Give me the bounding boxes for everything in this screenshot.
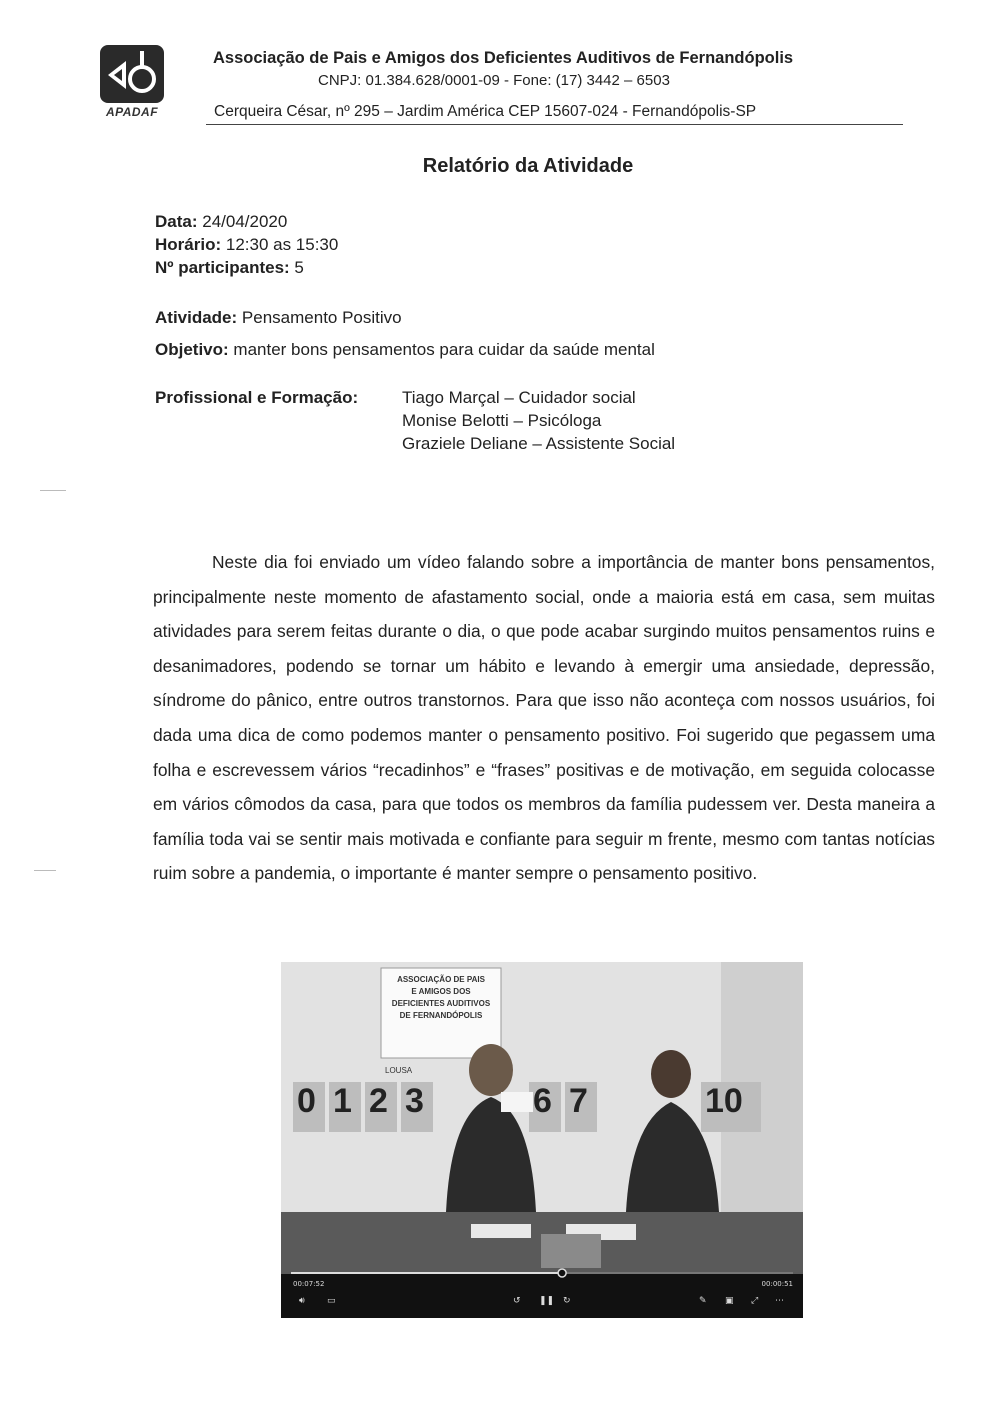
time-value: 12:30 as 15:30 xyxy=(225,235,339,254)
ear-logo-icon xyxy=(100,45,164,103)
report-title: Relatório da Atividade xyxy=(422,155,634,177)
professional-label: Profissional e Formação: xyxy=(155,388,359,407)
pen-icon[interactable]: ✎ xyxy=(699,1296,707,1306)
time-label: Horário: xyxy=(155,235,222,254)
participants-label: Nº participantes: xyxy=(155,258,290,277)
professional-entry: Tiago Marçal – Cuidador social xyxy=(402,388,636,407)
association-sign xyxy=(381,974,501,1022)
number-card: 1 xyxy=(333,1082,352,1120)
more-icon[interactable]: ⋯ xyxy=(775,1296,784,1306)
sign-line: E AMIGOS DOS xyxy=(411,987,471,996)
remaining-time: 00:00:51 xyxy=(761,1280,793,1288)
participants-field xyxy=(155,258,304,278)
elapsed-time: 00:07:52 xyxy=(293,1280,325,1288)
number-card: 2 xyxy=(369,1082,388,1120)
sign-line: ASSOCIAÇÃO DE PAIS xyxy=(397,975,485,984)
header-divider xyxy=(206,124,903,125)
activity-field xyxy=(155,308,402,328)
fullscreen-icon[interactable]: ⤢ xyxy=(751,1296,759,1306)
objective-value: manter bons pensamentos para cuidar da saúde mental xyxy=(233,340,655,359)
number-card: 7 xyxy=(569,1082,588,1120)
scan-mark xyxy=(34,870,56,871)
rewind-icon[interactable]: ↺ xyxy=(513,1296,521,1306)
scan-mark xyxy=(40,490,66,491)
report-body-paragraph: Neste dia foi enviado um vídeo falando sobre a importância de manter bons pensamentos, principalmente neste momento de afastamento social, onde a maioria está em casa, sem muitas atividades para serem feitas durante o dia, o que pode acabar surgindo muitos pensamentos ruins e desanimadores, podendo se tornar um hábito e levando à emergir uma ansiedade, depressão, síndrome do pânico, entre outros transtornos. Para que isso não aconteça com nossos usuários, foi dada uma dica de como podemos manter o pensamento positivo. Foi sugerido que pegassem uma folha e escrevessem vários “recadinhos” e “frases” positivas e de motivação, em seguida colocasse em vários cômodos da casa, para que todos os membros da família pudessem ver. Desta maneira a família toda vai se sentir mais motivada e confiante para seguir m frente, mesmo com tantas notícias ruim sobre a pandemia, o importante é manter sempre o pensamento positivo. xyxy=(153,552,935,884)
time-field xyxy=(155,235,338,255)
date-field xyxy=(155,212,287,232)
objective-label: Objetivo: xyxy=(155,340,229,359)
professional-entry: Graziele Deliane – Assistente Social xyxy=(402,434,676,453)
board-label: LOUSA xyxy=(385,1066,413,1075)
activity-value: Pensamento Positivo xyxy=(241,308,402,327)
date-label: Data: xyxy=(155,212,198,231)
professional-entry: Monise Belotti – Psicóloga xyxy=(402,411,602,430)
captions-icon[interactable]: ▭ xyxy=(327,1296,336,1306)
apadaf-logo xyxy=(96,45,168,117)
forward-icon[interactable]: ↻ xyxy=(563,1296,571,1306)
logo-text: APADAF xyxy=(105,105,159,119)
number-card: 0 xyxy=(297,1082,316,1120)
address-line: Cerqueira César, nº 295 – Jardim América CEP 15607-024 - Fernandópolis-SP xyxy=(214,103,757,120)
professional-label-field xyxy=(155,388,358,408)
date-value: 24/04/2020 xyxy=(202,212,288,231)
participants-value: 5 xyxy=(294,258,304,277)
number-card: 3 xyxy=(405,1082,424,1120)
organization-name: Associação de Pais e Amigos dos Deficientes Auditivos de Fernandópolis xyxy=(213,49,794,67)
cnpj-phone-line: CNPJ: 01.384.628/0001-09 - Fone: (17) 3442 – 6503 xyxy=(318,72,670,89)
picture-in-picture-icon[interactable]: ▣ xyxy=(725,1296,734,1306)
number-card: 6 xyxy=(533,1082,552,1120)
activity-label: Atividade: xyxy=(155,308,238,327)
video-player-screenshot xyxy=(281,962,803,1318)
sign-line: DEFICIENTES AUDITIVOS xyxy=(391,999,491,1008)
objective-field xyxy=(155,340,655,360)
volume-icon[interactable]: 🔊︎ xyxy=(299,1296,305,1306)
sign-line: DE FERNANDÓPOLIS xyxy=(399,1011,483,1020)
number-card: 10 xyxy=(705,1082,743,1120)
pause-icon[interactable]: ❚❚ xyxy=(539,1296,555,1306)
